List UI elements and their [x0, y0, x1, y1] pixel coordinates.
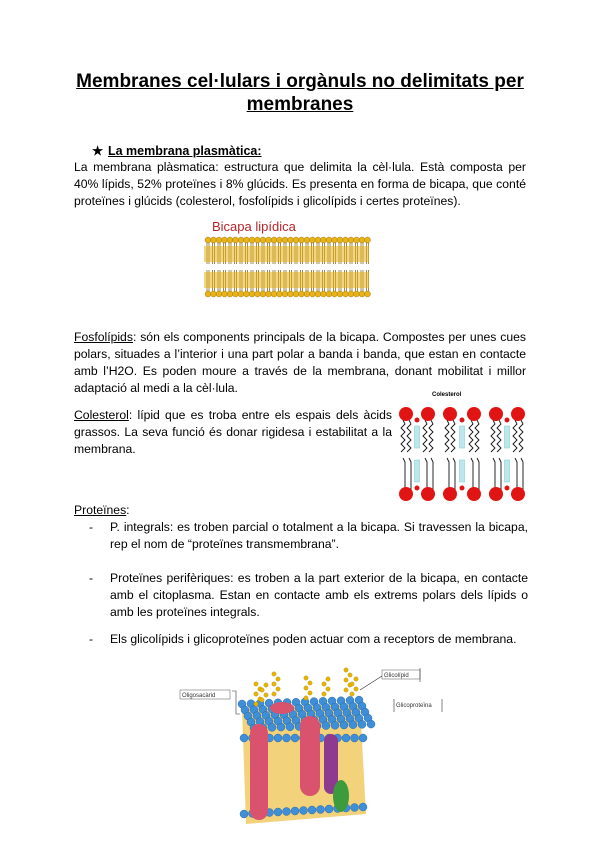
phospholipid-head — [421, 487, 435, 501]
lipid-head — [222, 291, 228, 297]
phospholipid-head — [351, 734, 359, 742]
cholesterol-figure-label: Colesterol — [432, 392, 462, 398]
glicolipid-label: Glicolípid — [384, 673, 409, 679]
lipid-head — [277, 291, 283, 297]
cholesterol-ring — [505, 426, 510, 448]
sugar-unit — [322, 692, 326, 696]
intro-paragraph: La membrana plàsmatica: estructura que delimita la cèl·lula. Està composta per 40% lípids, 52% proteïnes i 8% glúcids. Es presenta en forma de bicapa, que conté proteïnes i glúcids (colesterol, fosfolípids i glicolípids i certes proteïnes). — [74, 160, 526, 208]
lipid-head — [354, 291, 360, 297]
cholesterol-ring — [415, 460, 420, 482]
list-item-text: Els glicolípids i glicoproteïnes poden actuar com a receptors de membrana. — [110, 632, 517, 646]
lipid-head — [211, 237, 217, 243]
lipid-head — [332, 291, 338, 297]
lipid-head — [326, 237, 332, 243]
bilayer-figure-title: Bicapa lipídica — [212, 219, 296, 234]
phospholipid-head — [283, 808, 291, 816]
label-leader — [360, 676, 382, 690]
integral-protein — [250, 724, 268, 820]
lipid-head — [244, 291, 250, 297]
fatty-acid-tail — [453, 458, 455, 490]
sugar-unit — [326, 687, 330, 691]
lipid-head — [266, 291, 272, 297]
cholesterol-head — [505, 418, 510, 423]
phospholipid-head — [489, 487, 503, 501]
cholesterol-ring — [460, 426, 465, 448]
lipid-head — [227, 291, 233, 297]
cholesterol-head — [460, 418, 465, 423]
lipid-head — [249, 237, 255, 243]
phospholipid-head — [291, 734, 299, 742]
sugar-unit — [344, 688, 348, 692]
list-dash: - — [89, 571, 94, 585]
lipid-head — [343, 291, 349, 297]
lipid-head — [359, 237, 365, 243]
phospholipid-head — [322, 722, 330, 730]
sugar-unit — [304, 686, 308, 690]
membrane-figure — [176, 664, 454, 844]
sugar-unit — [272, 682, 276, 686]
lipid-head — [337, 291, 343, 297]
lipid-head — [299, 237, 305, 243]
lipid-head — [271, 291, 277, 297]
fatty-acid-tail — [431, 458, 433, 490]
phospholipid-head — [349, 721, 357, 729]
lipid-head — [222, 237, 228, 243]
lipid-head — [343, 237, 349, 243]
sugar-unit — [354, 687, 358, 691]
phospholipid-head — [399, 407, 413, 421]
phospholipid-head — [308, 806, 316, 814]
peripheral-protein — [333, 780, 349, 812]
phospholipid-head — [511, 487, 525, 501]
lipid-head — [233, 291, 239, 297]
cholesterol-figure — [396, 384, 534, 506]
phospholipid-head — [240, 734, 248, 742]
fatty-acid-tail — [401, 420, 405, 452]
fatty-acid-tail — [469, 420, 473, 452]
lipid-head — [238, 291, 244, 297]
sugar-unit — [304, 696, 308, 700]
fatty-acid-tail — [471, 458, 473, 490]
sugar-unit — [326, 677, 330, 681]
bilayer-drawing — [204, 237, 371, 297]
phospholipid-head — [325, 805, 333, 813]
lipid-head — [293, 237, 299, 243]
fatty-acid-tail — [519, 420, 523, 452]
phospholipid-head — [467, 407, 481, 421]
cholesterol-head — [415, 418, 420, 423]
lipid-head — [233, 237, 239, 243]
lipid-head — [337, 237, 343, 243]
lipid-head — [216, 237, 222, 243]
glicoproteina-label: Glicoproteïna — [396, 703, 432, 709]
phospholipid-head — [340, 721, 348, 729]
fatty-acid-tail — [499, 458, 501, 490]
lipid-head — [282, 291, 288, 297]
lipid-head — [216, 291, 222, 297]
lipid-head — [293, 291, 299, 297]
lipid-head — [249, 291, 255, 297]
fosfolipids-text: : són els components principals de la bicapa. Compostes per unes cues polars, situades a l’interior i una part polar a banda i banda, que estan en contacte amb l’H2O. Es poden moure a través de la membrana, donant mobilitat i millor adaptació al medi a la cèl·lula. — [74, 330, 526, 395]
fatty-acid-tail — [451, 420, 455, 452]
section-heading — [92, 143, 262, 158]
lipid-head — [288, 291, 294, 297]
star-bullet-icon: ★ — [92, 144, 104, 158]
peripheral-protein — [270, 702, 294, 714]
fosfolipids-term: Fosfolípids — [74, 330, 133, 344]
sugar-unit — [344, 678, 348, 682]
lipid-head — [205, 237, 211, 243]
fatty-acid-tail — [447, 458, 449, 490]
sugar-unit — [344, 668, 348, 672]
membrane-drawing — [238, 668, 375, 824]
fatty-acid-tail — [493, 458, 495, 490]
fatty-acid-tail — [445, 420, 449, 452]
fatty-acid-tail — [477, 458, 479, 490]
lipid-head — [211, 291, 217, 297]
sugar-unit — [354, 677, 358, 681]
phospholipid-head — [359, 803, 367, 811]
sugar-unit — [348, 673, 352, 677]
phospholipid-head — [283, 734, 291, 742]
sugar-unit — [350, 692, 354, 696]
fatty-acid-tail — [497, 420, 501, 452]
lipid-head — [244, 237, 250, 243]
lipid-head — [348, 237, 354, 243]
sugar-unit — [276, 677, 280, 681]
lipid-head — [315, 237, 321, 243]
fatty-acid-tail — [407, 420, 411, 452]
lipid-head — [332, 237, 338, 243]
lipid-tail-band — [204, 272, 369, 288]
sugar-unit — [304, 676, 308, 680]
lipid-head — [326, 291, 332, 297]
sugar-unit — [260, 698, 264, 702]
sugar-unit — [264, 683, 268, 687]
lipid-head — [321, 291, 327, 297]
phospholipid-head — [351, 804, 359, 812]
phospholipid-head — [511, 407, 525, 421]
cholesterol-drawing — [399, 407, 525, 501]
phospholipid-head — [277, 723, 285, 731]
sugar-unit — [276, 687, 280, 691]
integral-protein — [300, 716, 320, 796]
phospholipid-head — [443, 487, 457, 501]
fatty-acid-tail — [403, 458, 405, 490]
sugar-unit — [260, 688, 264, 692]
sugar-unit — [272, 672, 276, 676]
colesterol-paragraph — [74, 407, 392, 458]
phospholipid-head — [331, 721, 339, 729]
phospholipid-head — [291, 807, 299, 815]
lipid-head — [271, 237, 277, 243]
sugar-unit — [322, 682, 326, 686]
bilayer-figure — [200, 216, 380, 308]
phospholipid-head — [342, 734, 350, 742]
lipid-head — [321, 237, 327, 243]
fatty-acid-tail — [513, 420, 517, 452]
phospholipid-head — [240, 810, 248, 818]
cholesterol-ring — [505, 460, 510, 482]
sugar-unit — [264, 693, 268, 697]
fatty-acid-tail — [425, 458, 427, 490]
phospholipid-head — [274, 808, 282, 816]
lipid-head — [299, 291, 305, 297]
lipid-head — [255, 237, 261, 243]
sugar-unit — [254, 702, 258, 706]
lipid-head — [359, 291, 365, 297]
lipid-head — [304, 237, 310, 243]
cholesterol-head — [415, 486, 420, 491]
phospholipid-head — [367, 720, 375, 728]
fatty-acid-tail — [409, 458, 411, 490]
lipid-head — [282, 237, 288, 243]
proteines-heading — [74, 502, 274, 519]
lipid-head — [354, 237, 360, 243]
phospholipid-head — [274, 734, 282, 742]
fatty-acid-tail — [491, 420, 495, 452]
lipid-head — [255, 291, 261, 297]
section-heading-text: La membrana plasmàtica: — [108, 144, 262, 158]
lipid-head — [277, 237, 283, 243]
cholesterol-head — [505, 486, 510, 491]
phospholipid-head — [421, 407, 435, 421]
lipid-head — [205, 291, 211, 297]
list-item-text: P. integrals: es troben parcial o totalment a la bicapa. Si travessen la bicapa, rep el nom de “proteïnes transmembrana”. — [110, 520, 528, 551]
fatty-acid-tail — [521, 458, 523, 490]
phospholipid-head — [358, 720, 366, 728]
list-dash: - — [89, 632, 94, 646]
lipid-head — [310, 291, 316, 297]
phospholipid-head — [489, 407, 503, 421]
sugar-unit — [308, 681, 312, 685]
lipid-head — [348, 291, 354, 297]
fatty-acid-tail — [515, 458, 517, 490]
lipid-head — [365, 237, 371, 243]
list-dash: - — [89, 520, 94, 534]
lipid-head — [260, 291, 266, 297]
oligosacarid-label: Oligosacàrid — [182, 693, 216, 699]
phospholipid-head — [286, 723, 294, 731]
phospholipid-head — [467, 487, 481, 501]
page-title: Membranes cel·lulars i orgànuls no delimitats per membranes — [76, 71, 524, 115]
lipid-head — [288, 237, 294, 243]
cholesterol-ring — [415, 426, 420, 448]
fatty-acid-tail — [429, 420, 433, 452]
fatty-acid-tail — [423, 420, 427, 452]
sugar-unit — [272, 692, 276, 696]
lipid-head — [227, 237, 233, 243]
lipid-head — [304, 291, 310, 297]
colesterol-text: : lípid que es troba entre els espais dels àcids grassos. La seva funció és donar rigidesa i estabilitat a la membrana. — [74, 408, 392, 456]
phospholipid-head — [443, 407, 457, 421]
sugar-unit — [350, 682, 354, 686]
lipid-head — [238, 237, 244, 243]
phospholipid-head — [359, 734, 367, 742]
phospholipid-head — [317, 806, 325, 814]
sugar-unit — [308, 691, 312, 695]
cholesterol-ring — [460, 460, 465, 482]
cholesterol-head — [460, 486, 465, 491]
phospholipid-head — [399, 487, 413, 501]
phospholipid-head — [268, 723, 276, 731]
sugar-unit — [254, 682, 258, 686]
lipid-head — [315, 291, 321, 297]
sugar-unit — [254, 692, 258, 696]
phospholipid-head — [300, 807, 308, 815]
lipid-head — [365, 291, 371, 297]
lipid-head — [310, 237, 316, 243]
lipid-head — [260, 237, 266, 243]
lipid-head — [266, 237, 272, 243]
lipid-tail-band — [204, 246, 369, 262]
colesterol-term: Colesterol — [74, 408, 129, 422]
fatty-acid-tail — [475, 420, 479, 452]
proteines-heading-text: Proteïnes — [74, 503, 127, 517]
list-item-text: Proteïnes perifèriques: es troben a la part exterior de la bicapa, en contacte amb el citoplasma. Estan en contacte amb els extrems polars dels lípids o amb les proteïnes integrals. — [110, 571, 528, 619]
proteines-heading-colon: : — [126, 503, 130, 517]
